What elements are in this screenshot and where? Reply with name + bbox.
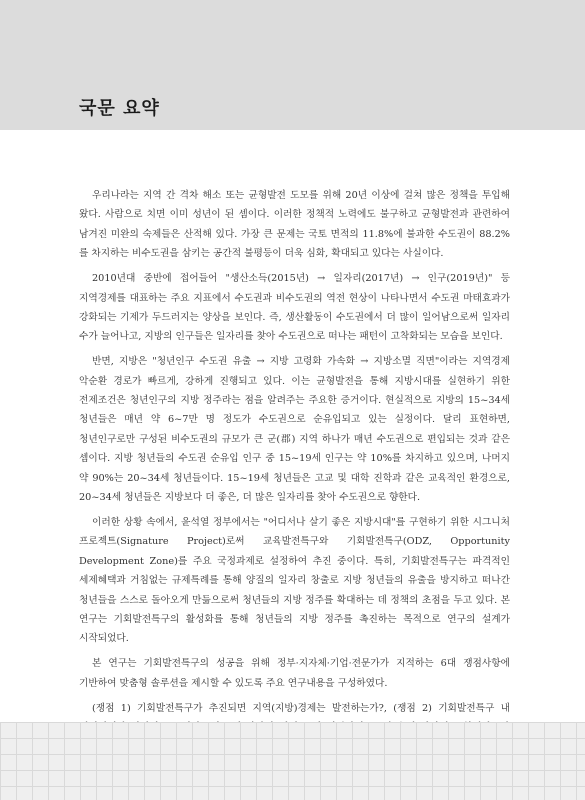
footer-grid-pattern: [0, 722, 585, 800]
paragraph-2: 2010년대 중반에 접어들어 "생산소득(2015년) → 일자리(2017년) → 인구(2019년)" 등 지역경제를 대표하는 주요 지표에서 수도권과 비수도권의 역전 현상이 나타나면서 수도권 마태효과가 강화되는 기제가 두드러지는 양상을 보인다. 즉, 생산활동이 수도권에서 더 많이 일어남으로써 일자리 수가 늘어나고, 지방의 인구들은 일자리를 찾아 수도권으로 떠나는 패턴이 고착화되는 모습을 보인다.: [79, 273, 510, 343]
paragraph-3: 반면, 지방은 "청년인구 수도권 유출 → 지방 고령화 가속화 → 지방소멸 직면"이라는 지역경제 악순환 경로가 빠르게, 강하게 진행되고 있다. 이는 균형발전을 통해 지방시대를 실현하기 위한 전제조건은 청년인구의 지방 정주라는 점을 알려주는 주요한 증거이다. 현실적으로 지방의 15~34세 청년들은 매년 약 6~7만 명 정도가 수도권으로 순유입되고 있는 실정이다. 달리 표현하면, 청년인구로만 구성된 비수도권의 규모가 큰 군(郡) 지역 하나가 매년 수도권으로 편입되는 것과 같은 셈이다. 지방 청년들의 수도권 순유입 인구 중 15~19세 인구는 약 10%를 차지하고 있으며, 나머지 약 90%는 20~34세 청년들이다. 15~19세 청년들은 고교 및 대학 진학과 같은 교육적인 환경으로, 20~34세 청년들은 지방보다 더 좋은, 더 많은 일자리를 찾아 수도권으로 향한다.: [79, 356, 510, 504]
header-band: [0, 0, 585, 130]
paragraph-1: 우리나라는 지역 간 격차 해소 또는 균형발전 도모를 위해 20년 이상에 걸쳐 많은 정책을 투입해 왔다. 사람으로 치면 이미 성년이 된 셈이다. 이러한 정책적 노력에도 불구하고 균형발전과 관련하여 남겨진 미완의 숙제들은 산적해 있다. 가장 큰 문제는 국토 면적의 11.8%에 불과한 수도권이 88.2%를 차지하는 비수도권을 삼키는 공간적 불평등이 더욱 심화, 확대되고 있다는 사실이다.: [79, 190, 510, 260]
paragraph-4: 이러한 상황 속에서, 윤석열 정부에서는 "어디서나 살기 좋은 지방시대"를 구현하기 위한 시그니처 프로젝트(Signature Project)로써 교육발전특구와 기회발전특구(ODZ, Opportunity Development Zone)를 주요 국정과제로 설정하여 추진 중이다. 특히, 기회발전특구는 파격적인 세제혜택과 거침없는 규제특례를 통해 양질의 일자리 창출로 지방 청년들의 유출을 방지하고 떠나간 청년들을 스스로 돌아오게 만듦으로써 청년들의 지방 정주를 확대하는 데 정책의 초점을 두고 있다. 본 연구는 기회발전특구의 활성화를 통해 청년들의 지방 정주를 촉진하는 목적으로 연구의 설계가 시작되었다.: [79, 517, 510, 645]
page-title: 국문 요약: [79, 98, 160, 119]
paragraph-5: 본 연구는 기회발전특구의 성공을 위해 정부·지자체·기업·전문가가 지적하는 6대 쟁점사항에 기반하여 맞춤형 솔루션을 제시할 수 있도록 주요 연구내용을 구성하였다.: [79, 658, 510, 689]
summary-body: [79, 186, 510, 782]
paragraph-6: (쟁점 1) 기회발전특구가 추진되면 지역(지방)경제는 발전하는가?, (쟁점 2) 기회발전특구 내: [92, 702, 510, 714]
